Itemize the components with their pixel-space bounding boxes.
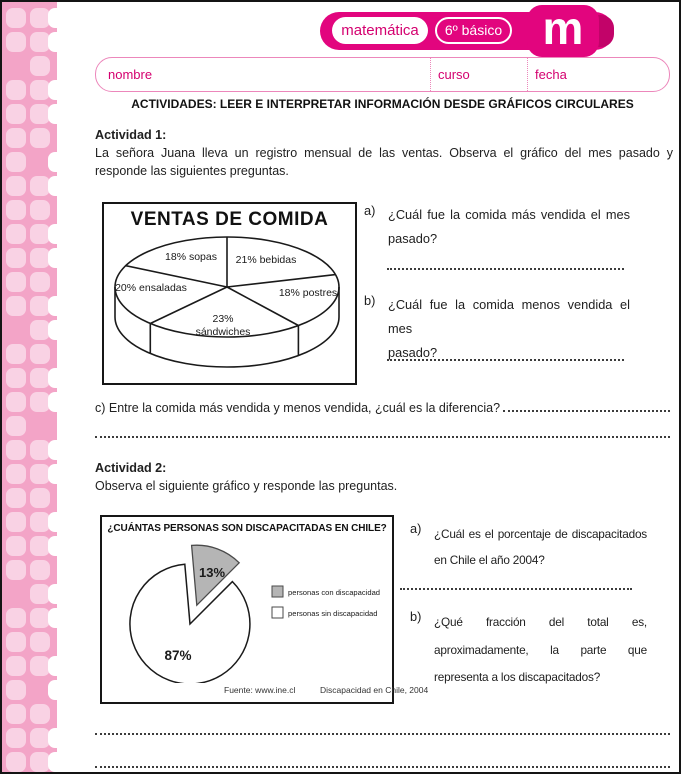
decorative-border [2,2,57,772]
pattern-square [48,224,68,244]
pattern-square [30,464,50,484]
pattern-square [6,152,26,172]
pattern-square [6,464,26,484]
pattern-square [30,344,50,364]
pattern-square [30,200,50,220]
answer-line [95,423,670,438]
pattern-square [30,368,50,388]
pattern-square [6,440,26,460]
pattern-square [6,104,26,124]
pattern-square [6,536,26,556]
question-b2 [410,609,647,692]
student-info-row [95,57,670,92]
pattern-square [30,296,50,316]
slice-label-sandwiches: sándwiches [195,326,251,338]
activity2-intro: Observa el siguiente gráfico y responde las preguntas. [95,479,398,493]
chart2-source: Fuente: www.ine.cl [224,685,296,695]
pattern-square [48,104,68,124]
pattern-square [30,632,50,652]
pattern-square [48,296,68,316]
question-b1-line2: pasado? [388,345,438,360]
grade-badge: 6º básico [435,17,512,44]
logo-m: m [527,5,599,57]
pattern-square [48,320,68,340]
pattern-square [6,344,26,364]
pattern-square [30,608,50,628]
pattern-square [6,32,26,52]
pattern-square [6,200,26,220]
slice-13-label: 13% [198,565,226,580]
slice-label-sandwiches-pct: 23% [212,313,234,325]
pattern-square [30,320,50,340]
divider [527,58,528,91]
pattern-square [48,440,68,460]
date-label: fecha [535,67,567,82]
pattern-square [6,128,26,148]
question-b2-line3: representa a los discapacitados? [434,670,601,684]
pattern-square [6,632,26,652]
slice-label-sopas: 18% sopas [165,251,217,263]
name-label: nombre [108,67,153,82]
question-a2-line1: ¿Cuál es el porcentaje de discapacitados [434,527,647,541]
slice-87-label: 87% [164,648,192,663]
pattern-square [6,416,26,436]
question-a2 [410,521,647,573]
chart2-footer [102,685,429,697]
question-c1 [95,401,670,415]
activity1-heading: Actividad 1: [95,128,167,142]
pattern-square [30,752,50,772]
answer-line [387,255,624,270]
pattern-square [6,752,26,772]
chart2-title: ¿CUÁNTAS PERSONAS SON DISCAPACITADAS EN CHILE? [107,523,387,534]
pattern-square [48,536,68,556]
question-a1-line1: ¿Cuál fue la comida más vendida el mes [388,207,630,222]
pattern-square [30,176,50,196]
pattern-square [48,728,68,748]
pattern-square [48,392,68,412]
question-a2-line2: en Chile el año 2004? [434,553,545,567]
chart1-title: VENTAS DE COMIDA [130,209,329,230]
pattern-square [6,680,26,700]
ventas-pie-chart [104,231,355,373]
pattern-square [30,272,50,292]
pattern-square [30,560,50,580]
pattern-square [30,32,50,52]
pattern-square [6,608,26,628]
legend-label-with: personas con discapacidad [288,588,381,597]
question-b2-line1: ¿Qué fracción del total es, [434,615,647,629]
pattern-square [30,8,50,28]
slice-label-bebidas: 21% bebidas [235,254,297,266]
question-a2-label: a) [410,521,422,536]
pattern-square [6,704,26,724]
food-sales-chart-box [102,202,357,385]
pattern-square [6,560,26,580]
pattern-square [30,224,50,244]
pattern-square [6,80,26,100]
legend-label-without: personas sin discapacidad [288,609,378,618]
pattern-square [6,728,26,748]
pattern-square [48,8,68,28]
pattern-square [30,56,50,76]
pattern-square [6,488,26,508]
slice-label-ensaladas: 20% ensaladas [115,282,187,294]
question-a1-label: a) [364,203,376,218]
question-c1-text: c) Entre la comida más vendida y menos vendida, ¿cuál es la diferencia? [95,401,501,415]
pattern-square [6,296,26,316]
legend-swatch-without [272,607,283,618]
pattern-square [6,248,26,268]
answer-line [400,575,632,590]
pattern-square [48,680,68,700]
pattern-square [30,248,50,268]
pattern-square [48,584,68,604]
disability-chart-box [100,515,429,704]
pattern-square [48,656,68,676]
pattern-square [30,440,50,460]
slice-87 [130,564,250,683]
question-b2-label: b) [410,609,422,624]
answer-line [95,753,670,768]
pattern-square [30,80,50,100]
pattern-square [48,608,68,628]
question-b1-label: b) [364,293,376,308]
pattern-square [48,32,68,52]
pattern-square [6,224,26,244]
chart2-caption: Discapacidad en Chile, 2004 [320,685,429,695]
pattern-square [48,512,68,532]
pattern-square [6,176,26,196]
answer-line [95,720,670,735]
divider [430,58,431,91]
pattern-square [30,104,50,124]
pattern-square [6,368,26,388]
pattern-square [30,536,50,556]
pattern-square [6,656,26,676]
legend-swatch-with [272,586,283,597]
pattern-square [30,704,50,724]
question-b1-line1: ¿Cuál fue la comida menos vendida el mes [388,297,630,336]
activity1-intro: La señora Juana lleva un registro mensual de las ventas. Observa el gráfico del mes pasado y responde las siguientes preguntas. [95,146,673,178]
pattern-square [30,728,50,748]
pattern-square [48,248,68,268]
pattern-square [30,512,50,532]
pattern-square [48,752,68,772]
pattern-square [48,152,68,172]
pattern-square [6,8,26,28]
pattern-square [48,176,68,196]
pattern-square [48,80,68,100]
activity2-heading: Actividad 2: [95,461,167,475]
question-a1-line2: pasado? [388,231,438,246]
pattern-square [48,464,68,484]
pattern-square [30,392,50,412]
answer-line [503,401,670,412]
pattern-square [6,272,26,292]
subject-badge: matemática [332,17,428,44]
answer-line [387,346,624,361]
pattern-square [6,392,26,412]
pattern-square [30,584,50,604]
question-a1 [364,203,640,251]
pattern-square [48,368,68,388]
course-label: curso [438,67,470,82]
discapacidad-pie-chart [104,536,390,683]
slice-label-postres: 18% postres [278,287,338,299]
pattern-square [30,488,50,508]
pattern-square [30,128,50,148]
pattern-square [6,512,26,532]
pattern-square [30,656,50,676]
question-b2-line2: aproximadamente, la parte que [434,642,647,657]
worksheet-title: ACTIVIDADES: LEER E INTERPRETAR INFORMACIÓN DESDE GRÁFICOS CIRCULARES [131,97,634,111]
